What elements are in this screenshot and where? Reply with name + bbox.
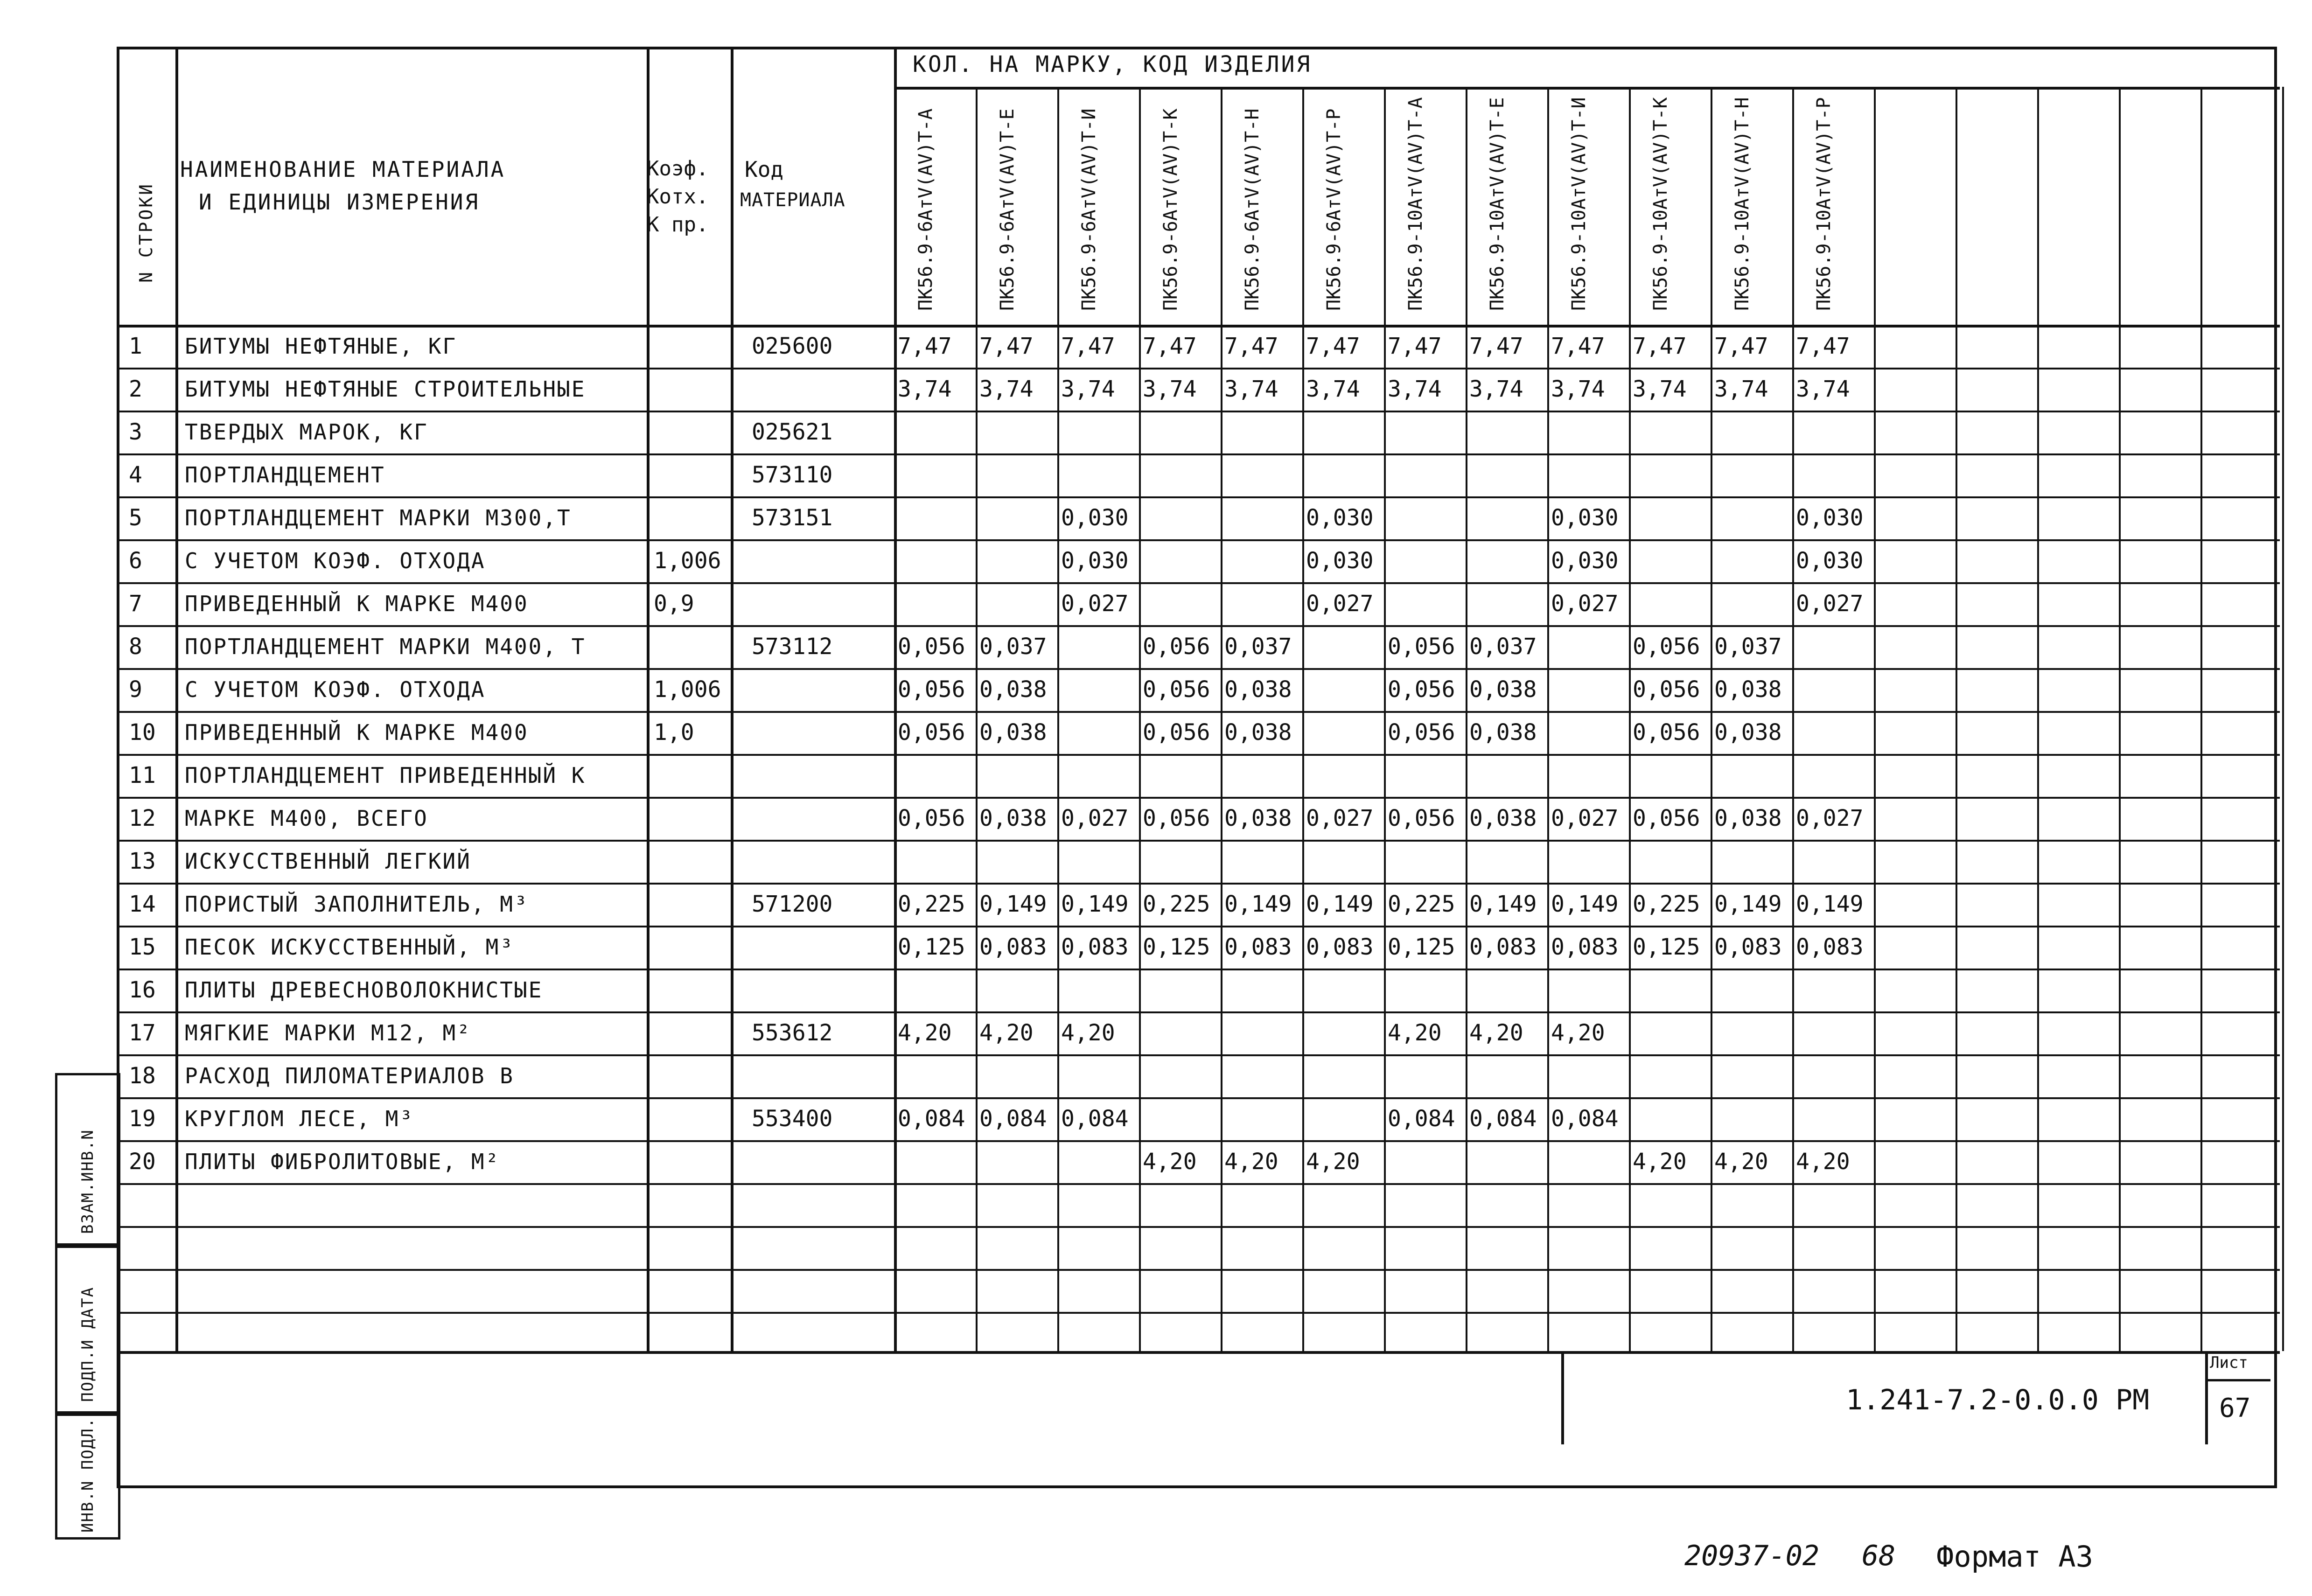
material-code: 573151	[752, 505, 833, 531]
grid-vline	[1711, 87, 1712, 1351]
quantity-value: 7,47	[979, 333, 1034, 359]
header-coef-line1: Коэф.	[647, 157, 709, 181]
quantity-value: 0,083	[1796, 934, 1864, 960]
quantity-value: 3,74	[1796, 376, 1850, 402]
quantity-value: 7,47	[1796, 333, 1850, 359]
grid-vline	[1057, 87, 1059, 1351]
material-name: С УЧЕТОМ КОЭФ. ОТХОДА	[185, 548, 486, 573]
quantity-value: 0,149	[1796, 891, 1864, 917]
quantity-value: 0,030	[1061, 505, 1129, 531]
grid-vline	[1139, 87, 1141, 1351]
row-number: 17	[129, 1020, 156, 1046]
coef-value: 0,9	[654, 591, 694, 617]
header-code-line1: Код	[745, 157, 784, 182]
quantity-value: 0,225	[898, 891, 965, 917]
quantity-value: 3,74	[1551, 376, 1605, 402]
product-header: ПК56.9-6АтV(АV)Т-Р	[1323, 108, 1345, 311]
material-code: 571200	[752, 891, 833, 917]
material-name: ТВЕРДЫХ МАРОК, КГ	[185, 419, 428, 445]
quantity-value: 0,056	[898, 676, 965, 703]
quantity-value: 0,056	[1633, 676, 1700, 703]
stamp-replace-inv	[55, 1073, 120, 1246]
quantity-value: 0,056	[1143, 634, 1210, 660]
quantity-value: 0,038	[1224, 676, 1292, 703]
quantity-value: 3,74	[1143, 376, 1197, 402]
quantity-value: 0,030	[1551, 548, 1619, 574]
spec-sheet	[117, 47, 2277, 1488]
header-group: КОЛ. НА МАРКУ, КОД ИЗДЕЛИЯ	[913, 51, 1312, 77]
row-number: 15	[129, 934, 156, 960]
quantity-value: 0,038	[979, 805, 1047, 831]
quantity-value: 0,056	[1388, 719, 1455, 746]
coef-value: 1,006	[654, 548, 721, 574]
quantity-value: 0,225	[1388, 891, 1455, 917]
quantity-value: 0,056	[898, 805, 965, 831]
quantity-value: 3,74	[1388, 376, 1442, 402]
sheet-number: 67	[2219, 1393, 2251, 1423]
quantity-value: 0,056	[1633, 634, 1700, 660]
grid-vline	[2119, 87, 2121, 1351]
quantity-value: 7,47	[1224, 333, 1278, 359]
quantity-value: 0,084	[1469, 1106, 1537, 1132]
product-header: ПК56.9-10АтV(АV)Т-К	[1650, 97, 1671, 311]
row-number: 8	[129, 634, 142, 660]
product-header: ПК56.9-6АтV(АV)Т-И	[1078, 108, 1100, 311]
product-header: ПК56.9-10АтV(АV)Т-Н	[1732, 97, 1753, 311]
quantity-value: 0,149	[1469, 891, 1537, 917]
quantity-value: 0,225	[1633, 891, 1700, 917]
grid-vline	[1629, 87, 1631, 1351]
material-code: 573110	[752, 462, 833, 488]
quantity-value: 0,056	[1388, 634, 1455, 660]
quantity-value: 7,47	[1306, 333, 1360, 359]
quantity-value: 0,038	[1224, 805, 1292, 831]
quantity-value: 7,47	[1061, 333, 1115, 359]
row-number: 4	[129, 462, 142, 488]
stamp-sign-date	[55, 1246, 120, 1414]
quantity-value: 0,030	[1306, 548, 1374, 574]
quantity-value: 4,20	[1551, 1020, 1605, 1046]
material-code: 025600	[752, 333, 833, 359]
quantity-value: 0,149	[1714, 891, 1782, 917]
quantity-value: 3,74	[1224, 376, 1278, 402]
coef-value: 1,0	[654, 719, 694, 746]
quantity-value: 0,038	[1224, 719, 1292, 746]
material-name: РАСХОД ПИЛОМАТЕРИАЛОВ В	[185, 1063, 514, 1088]
grid-vline	[2282, 87, 2284, 1351]
quantity-value: 0,038	[1714, 719, 1782, 746]
quantity-value: 3,74	[898, 376, 952, 402]
quantity-value: 0,037	[1714, 634, 1782, 660]
grid-vline	[976, 87, 978, 1351]
row-number: 11	[129, 762, 156, 788]
quantity-value: 0,083	[979, 934, 1047, 960]
product-header: ПК56.9-6АтV(АV)Т-Е	[997, 108, 1018, 311]
quantity-value: 4,20	[979, 1020, 1034, 1046]
row-number: 9	[129, 676, 142, 703]
quantity-value: 0,030	[1796, 548, 1864, 574]
material-name: ИСКУССТВЕННЫЙ ЛЕГКИЙ	[185, 849, 471, 874]
quantity-value: 0,056	[1633, 805, 1700, 831]
material-code: 573112	[752, 634, 833, 660]
grid-vline	[1792, 87, 1794, 1351]
material-name: ПЛИТЫ ФИБРОЛИТОВЫЕ, М²	[185, 1149, 500, 1174]
quantity-value: 0,038	[1469, 719, 1537, 746]
quantity-value: 0,030	[1796, 505, 1864, 531]
quantity-value: 0,056	[1143, 719, 1210, 746]
quantity-value: 0,037	[1224, 634, 1292, 660]
quantity-value: 0,125	[898, 934, 965, 960]
row-number: 7	[129, 591, 142, 617]
material-name: КРУГЛОМ ЛЕСЕ, М³	[185, 1106, 414, 1131]
quantity-value: 4,20	[1633, 1149, 1687, 1175]
row-number: 6	[129, 548, 142, 574]
quantity-value: 0,125	[1143, 934, 1210, 960]
header-name-line2: И ЕДИНИЦЫ ИЗМЕРЕНИЯ	[199, 189, 480, 215]
quantity-value: 0,083	[1224, 934, 1292, 960]
row-number: 12	[129, 805, 156, 831]
grid-vline	[731, 49, 733, 1351]
quantity-value: 0,056	[898, 719, 965, 746]
grid-vline	[2200, 87, 2202, 1351]
material-name: ПОРТЛАНДЦЕМЕНТ	[185, 462, 385, 488]
grid-vline	[647, 49, 650, 1351]
quantity-value: 0,056	[1633, 719, 1700, 746]
sheet-label: Лист	[2210, 1353, 2248, 1372]
grid-hline	[894, 87, 2280, 90]
quantity-value: 0,149	[1306, 891, 1374, 917]
quantity-value: 7,47	[1388, 333, 1442, 359]
grid-hline	[119, 1269, 2280, 1271]
grid-hline	[119, 1226, 2280, 1228]
material-name: ПОРТЛАНДЦЕМЕНТ МАРКИ М400, Т	[185, 634, 586, 659]
product-header: ПК56.9-10АтV(АV)Т-Е	[1487, 97, 1508, 311]
material-name: ПРИВЕДЕННЫЙ К МАРКЕ М400	[185, 720, 529, 745]
quantity-value: 0,030	[1061, 548, 1129, 574]
grid-vline	[1956, 87, 1957, 1351]
material-name: ПРИВЕДЕННЫЙ К МАРКЕ М400	[185, 591, 529, 616]
grid-hline	[119, 1312, 2280, 1314]
quantity-value: 4,20	[1469, 1020, 1523, 1046]
quantity-value: 0,027	[1306, 591, 1374, 617]
quantity-value: 0,027	[1796, 591, 1864, 617]
quantity-value: 0,056	[1143, 676, 1210, 703]
quantity-value: 3,74	[979, 376, 1034, 402]
quantity-value: 7,47	[1633, 333, 1687, 359]
row-number: 14	[129, 891, 156, 917]
product-header: ПК56.9-10АтV(АV)Т-Р	[1813, 97, 1835, 311]
grid-vline	[1874, 87, 1876, 1351]
grid-hline	[119, 1183, 2280, 1185]
grid-hline	[119, 453, 2280, 455]
header-coef-line2: Котх.	[647, 185, 709, 209]
material-name: БИТУМЫ НЕФТЯНЫЕ СТРОИТЕЛЬНЫЕ	[185, 376, 586, 402]
quantity-value: 3,74	[1469, 376, 1523, 402]
grid-vline	[894, 49, 897, 1351]
quantity-value: 0,084	[1551, 1106, 1619, 1132]
page-number: 68	[1862, 1540, 1896, 1572]
quantity-value: 7,47	[1551, 333, 1605, 359]
row-number: 16	[129, 977, 156, 1003]
row-number: 20	[129, 1149, 156, 1175]
quantity-value: 3,74	[1306, 376, 1360, 402]
grid-vline	[2037, 87, 2039, 1351]
material-name: ПЛИТЫ ДРЕВЕСНОВОЛОКНИСТЫЕ	[185, 977, 543, 1003]
material-name: ПЕСОК ИСКУССТВЕННЫЙ, М³	[185, 934, 514, 960]
row-number: 1	[129, 333, 142, 359]
quantity-value: 0,037	[1469, 634, 1537, 660]
grid-vline	[175, 49, 178, 1351]
quantity-value: 0,083	[1551, 934, 1619, 960]
header-coef-line3: К пр.	[647, 213, 709, 237]
quantity-value: 0,083	[1306, 934, 1374, 960]
quantity-value: 3,74	[1061, 376, 1115, 402]
grid-vline	[1547, 87, 1549, 1351]
stamp-sign-date-label: ПОДП.И ДАТА	[78, 1286, 97, 1402]
row-number: 2	[129, 376, 142, 402]
quantity-value: 0,038	[979, 719, 1047, 746]
product-header: ПК56.9-6АтV(АV)Т-А	[915, 108, 936, 311]
material-name: ПОРТЛАНДЦЕМЕНТ МАРКИ М300,Т	[185, 505, 572, 530]
grid-vline	[1466, 87, 1467, 1351]
grid-hline	[119, 411, 2280, 412]
quantity-value: 0,083	[1061, 934, 1129, 960]
quantity-value: 0,037	[979, 634, 1047, 660]
row-number: 18	[129, 1063, 156, 1089]
material-name: ПОРТЛАНДЦЕМЕНТ ПРИВЕДЕННЫЙ К	[185, 763, 586, 788]
product-header: ПК56.9-10АтV(АV)Т-А	[1405, 97, 1426, 311]
quantity-value: 0,056	[1143, 805, 1210, 831]
quantity-value: 0,056	[1388, 805, 1455, 831]
row-number: 3	[129, 419, 142, 445]
quantity-value: 0,038	[1469, 676, 1537, 703]
quantity-value: 4,20	[1143, 1149, 1197, 1175]
quantity-value: 7,47	[1143, 333, 1197, 359]
product-header: ПК56.9-10АтV(АV)Т-И	[1568, 97, 1590, 311]
header-row-no: N СТРОКИ	[136, 182, 156, 283]
quantity-value: 0,030	[1306, 505, 1374, 531]
format-label: Формат А3	[1936, 1540, 2093, 1574]
quantity-value: 0,225	[1143, 891, 1210, 917]
quantity-value: 0,056	[898, 634, 965, 660]
material-name: С УЧЕТОМ КОЭФ. ОТХОДА	[185, 677, 486, 702]
quantity-value: 3,74	[1633, 376, 1687, 402]
quantity-value: 0,125	[1388, 934, 1455, 960]
grid-vline	[1384, 87, 1386, 1351]
quantity-value: 0,149	[1061, 891, 1129, 917]
quantity-value: 0,149	[1224, 891, 1292, 917]
quantity-value: 0,084	[979, 1106, 1047, 1132]
material-name: МЯГКИЕ МАРКИ М12, М²	[185, 1020, 471, 1045]
quantity-value: 0,027	[1796, 805, 1864, 831]
row-number: 5	[129, 505, 142, 531]
header-code-line2: МАТЕРИАЛА	[740, 189, 845, 211]
product-header: ПК56.9-6АтV(АV)Т-К	[1160, 108, 1181, 311]
quantity-value: 0,149	[979, 891, 1047, 917]
quantity-value: 4,20	[898, 1020, 952, 1046]
quantity-value: 0,038	[1714, 805, 1782, 831]
quantity-value: 3,74	[1714, 376, 1768, 402]
row-number: 19	[129, 1106, 156, 1132]
stamp-inv-no-label: ИНВ.N ПОДЛ.	[78, 1417, 97, 1533]
quantity-value: 0,027	[1551, 805, 1619, 831]
quantity-value: 0,030	[1551, 505, 1619, 531]
grid-hline	[119, 1097, 2280, 1099]
quantity-value: 4,20	[1714, 1149, 1768, 1175]
quantity-value: 7,47	[1714, 333, 1768, 359]
sheet-box-divider	[2205, 1379, 2270, 1381]
quantity-value: 4,20	[1224, 1149, 1278, 1175]
product-header: ПК56.9-6АтV(АV)Т-Н	[1242, 108, 1263, 311]
order-number: 20937-02	[1684, 1540, 1819, 1572]
quantity-value: 4,20	[1061, 1020, 1115, 1046]
quantity-value: 0,038	[1469, 805, 1537, 831]
quantity-value: 0,027	[1061, 805, 1129, 831]
stamp-replace-inv-label: ВЗАМ.ИНВ.N	[78, 1129, 97, 1234]
material-name: БИТУМЫ НЕФТЯНЫЕ, КГ	[185, 334, 457, 359]
quantity-value: 0,056	[1388, 676, 1455, 703]
quantity-value: 0,027	[1306, 805, 1374, 831]
grid-vline	[1302, 87, 1304, 1351]
quantity-value: 0,125	[1633, 934, 1700, 960]
grid-vline	[1221, 87, 1222, 1351]
row-number: 13	[129, 848, 156, 874]
quantity-value: 0,027	[1551, 591, 1619, 617]
quantity-value: 4,20	[1388, 1020, 1442, 1046]
coef-value: 1,006	[654, 676, 721, 703]
material-name: МАРКЕ М400, ВСЕГО	[185, 806, 428, 831]
material-code: 553612	[752, 1020, 833, 1046]
quantity-value: 0,038	[979, 676, 1047, 703]
quantity-value: 0,038	[1714, 676, 1782, 703]
header-name-line1: НАИМЕНОВАНИЕ МАТЕРИАЛА	[180, 157, 506, 182]
quantity-value: 0,084	[1061, 1106, 1129, 1132]
quantity-value: 0,027	[1061, 591, 1129, 617]
quantity-value: 4,20	[1306, 1149, 1360, 1175]
quantity-value: 0,084	[1388, 1106, 1455, 1132]
doc-code: 1.241-7.2-0.0.0 РМ	[1846, 1384, 2150, 1416]
quantity-value: 0,149	[1551, 891, 1619, 917]
material-name: ПОРИСТЫЙ ЗАПОЛНИТЕЛЬ, М³	[185, 892, 529, 917]
row-number: 10	[129, 719, 156, 746]
quantity-value: 0,083	[1714, 934, 1782, 960]
quantity-value: 0,084	[898, 1106, 965, 1132]
quantity-value: 7,47	[898, 333, 952, 359]
material-code: 025621	[752, 419, 833, 445]
quantity-value: 4,20	[1796, 1149, 1850, 1175]
quantity-value: 0,083	[1469, 934, 1537, 960]
stamp-inv-no	[55, 1414, 120, 1540]
quantity-value: 7,47	[1469, 333, 1523, 359]
material-code: 553400	[752, 1106, 833, 1132]
